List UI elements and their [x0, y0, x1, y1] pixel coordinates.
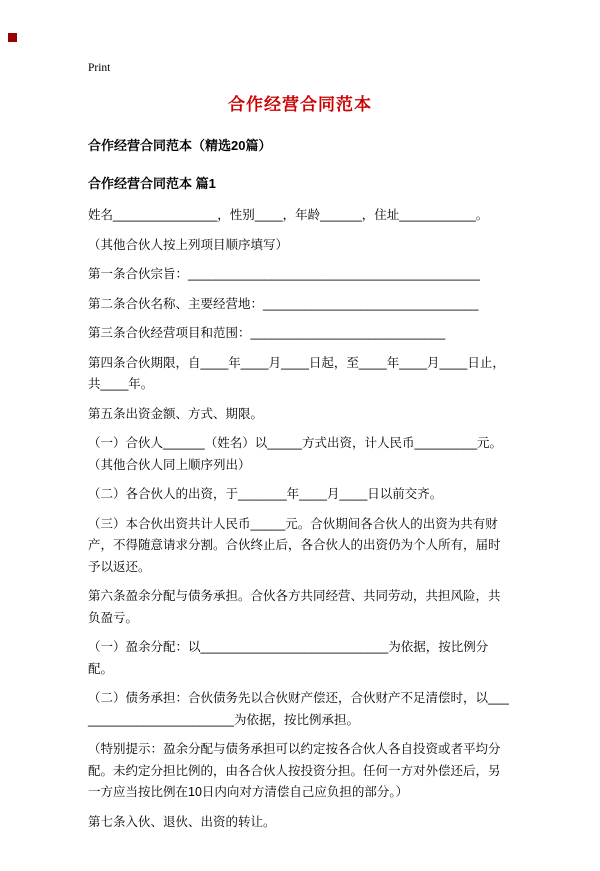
paragraph-name-gender-age-address: 姓名_______________，性别____，年龄______，住址___________。: [88, 208, 489, 222]
paragraph-article-4-term: 第四条合伙期限，自____年____月____日起，至____年____月____日止，共____年。: [88, 355, 505, 391]
paragraph-article-1-purpose: 第一条合伙宗旨：__________________________________________: [88, 267, 480, 281]
paragraph-special-note: （特别提示：盈余分配与债务承担可以约定按各合伙人各自投资或者平均分配。未约定分担比例的，由各合伙人按投资分担。任何一方对外偿还后，另一方应当按比例在10日内向对方清偿自己应负担的部分。）: [88, 742, 501, 799]
paragraph-article-6-item-1: （一）盈余分配：以___________________________为依据，按比例分配。: [88, 640, 489, 676]
paragraph-other-partners-note: （其他合伙人按上列项目顺序填写）: [88, 237, 289, 252]
paragraph-article-6-item-2: （二）债务承担：合伙债务先以合伙财产偿还，合伙财产不足清偿时，以________________________为依据，按比例承担。: [88, 691, 509, 727]
paragraph-article-5-capital: 第五条出资金额、方式、期限。: [88, 406, 264, 421]
paragraph-article-7-transfer: 第七条入伙、退伙、出资的转让。: [88, 814, 276, 829]
paragraph-article-5-item-3: （三）本合伙出资共计人民币_____元。合伙期间各合伙人的出资为共有财产，不得随意请求分割。合伙终止后，各合伙人的出资仍为个人所有，届时予以返还。: [88, 516, 501, 574]
document-title: 合作经营合同范本: [228, 95, 372, 114]
print-link[interactable]: Print: [88, 62, 111, 74]
paragraph-article-3-scope: 第三条合伙经营项目和范围：____________________________: [88, 326, 446, 340]
section-heading: 合作经营合同范本 篇1: [88, 176, 216, 191]
paragraph-article-2-name-location: 第二条合伙名称、主要经营地：_______________________________: [88, 296, 479, 311]
paragraph-article-5-item-2: （二）各合伙人的出资，于_______年____月____日以前交齐。: [88, 487, 443, 501]
paragraph-article-5-item-1: （一）合伙人______（姓名）以_____方式出资，计人民币_________元。（其他合伙人同上顺序列出）: [88, 436, 503, 472]
paragraph-article-6-profit-debt: 第六条盈余分配与债务承担。合伙各方共同经营、共同劳动，共担风险，共负盈亏。: [88, 589, 501, 625]
document-subtitle: 合作经营合同范本（精选20篇）: [88, 138, 272, 153]
red-corner-marker-icon: [8, 33, 17, 42]
